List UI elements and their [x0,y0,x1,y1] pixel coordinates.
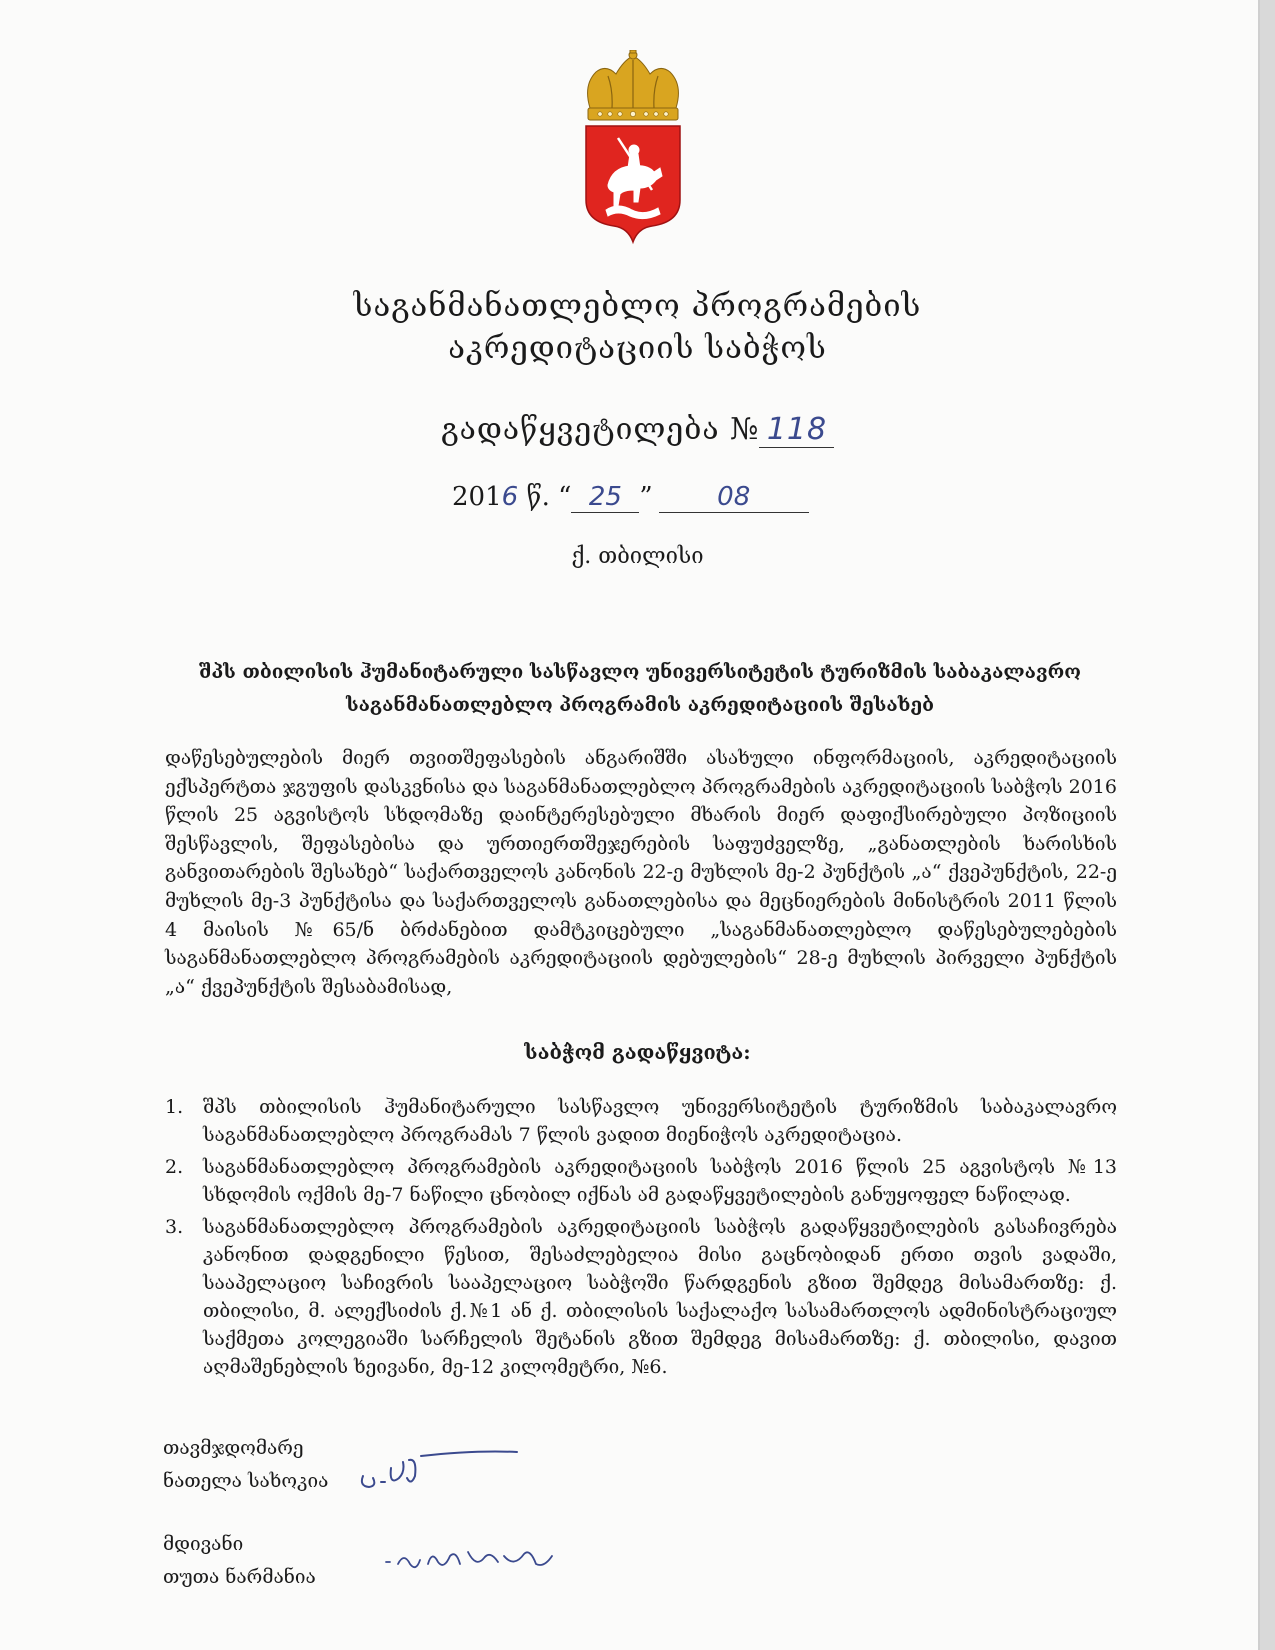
decision-label: გადაწყვეტილება № [441,412,760,447]
secretary-signature-block [163,1528,316,1594]
date-day: 25 [571,482,639,513]
council-name-line1: საგანმანათლებლო პროგრამების [353,288,922,324]
decision-date [452,482,809,513]
chair-signature-icon [355,1442,525,1497]
subject-line2: საგანმანათლებლო პროგრამის აკრედიტაციის შესახებ [345,694,935,716]
council-name-line2: აკრედიტაციის საბჭოს [448,330,827,366]
date-month: 08 [659,482,809,513]
georgia-coat-of-arms-icon [578,50,688,245]
council-name [0,285,1275,369]
list-item-number: 2. [165,1156,184,1178]
chair-signature-block [163,1432,328,1498]
list-item-number: 1. [165,1096,184,1118]
secretary-name: თუთა ნარმანია [163,1566,316,1588]
list-item [165,1213,1117,1381]
list-item-text: საგანმანათლებლო პროგრამების აკრედიტაციის საბჭოს გადაწყვეტილების გასაჩივრება კანონით დადგენილი წესით, შესაძლებელია მისი გაცნობიდან ერთი თვის ვადაში, სააპელაციო საჩივრის სააპელაციო საბჭოში წარდგენის გზით შემდეგ მისამართზე: ქ. თბილისი, მ. ალექსიძის ქ.№1 ან ქ. თბილისის საქალაქო სასამართლოს ადმინისტრაციულ საქმეთა კოლეგიაში სარჩელის შეტანის გზით შემდეგ მისამართზე: ქ. თბილისი, დავით აღმაშენებლის ხეივანი, მე-12 კილომეტრი, №6. [203,1216,1117,1378]
list-item [165,1093,1117,1149]
list-item [165,1153,1117,1209]
decision-title [441,412,834,448]
list-item-text: საგანმანათლებლო პროგრამების აკრედიტაციის საბჭოს 2016 წლის 25 აგვისტოს №13 სხდომის ოქმის მე-7 ნაწილი ცნობილ იქნას ამ გადაწყვეტილების განუყოფელ ნაწილად. [203,1156,1117,1206]
chair-name: ნათელა სახოკია [163,1470,329,1492]
resolved-heading: საბჭომ გადაწყვიტა: [524,1040,751,1064]
date-close-quote: ” [639,482,653,512]
secretary-signature-icon [380,1538,560,1578]
list-item-number: 3. [165,1216,184,1238]
date-year-prefix: 201 [452,482,502,512]
subject-heading [190,656,1090,722]
date-year-digit: 6 [501,482,519,512]
decision-list [165,1093,1117,1385]
subject-line1: შპს თბილისის ჰუმანიტარული სასწავლო უნივერსიტეტის ტურიზმის საბაკალავრო [199,661,1081,683]
list-item-text: შპს თბილისის ჰუმანიტარული სასწავლო უნივერსიტეტის ტურიზმის საბაკალავრო საგანმანათლებლო პროგრამას 7 წლის ვადით მიენიჭოს აკრედიტაცია. [203,1096,1117,1146]
chair-title: თავმჯდომარე [163,1437,304,1459]
city: ქ. თბილისი [571,544,704,569]
secretary-title: მდივანი [163,1533,244,1555]
decision-number: 118 [759,412,834,448]
preamble-paragraph: დაწესებულების მიერ თვითშეფასების ანგარიშში ასახული ინფორმაციის, აკრედიტაციის ექსპერტთა ჯგუფის დასკვნისა და საგანმანათლებლო პროგრამების აკრედიტაციის საბჭოს 2016 წლის 25 აგვისტოს სხდომაზე დაინტერესებული მხარის მიერ დაფიქსირებული პოზიციის შესწავლის, შეფასებისა და ურთიერთშეჯერების საფუძველზე, „განათლების ხარისხის განვითარების შესახებ“ საქართველოს კანონის 22-ე მუხლის მე-2 პუნქტის „ა“ ქვეპუნქტის, 22-ე მუხლის მე-3 პუნქტისა და საქართველოს განათლებისა და მეცნიერების მინისტრის 2011 წლის 4 მაისის №65/ნ ბრძანებით დამტკიცებული „საგანმანათლებლო დაწესებულებების საგანმანათლებლო პროგრამების აკრედიტაციის დებულების“ 28-ე მუხლის პირველი პუნქტის „ა“ ქვეპუნქტის შესაბამისად, [165,747,1117,998]
date-year-suffix: წ. “ [518,482,572,512]
